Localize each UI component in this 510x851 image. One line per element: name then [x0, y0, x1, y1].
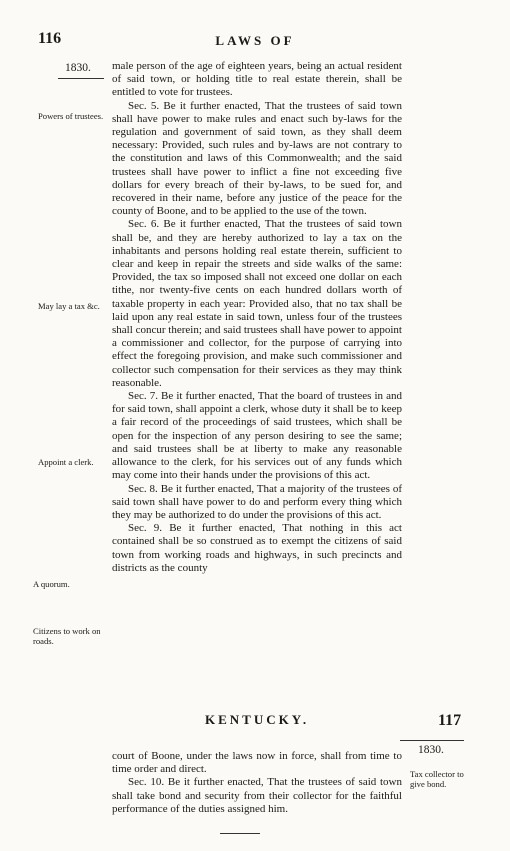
year-label-2: 1830. — [418, 744, 444, 756]
paragraph: male person of the age of eighteen years, being an actual resident of said town, or holding title to real estate therein, shall be entitled to vote for trustees. — [112, 60, 402, 99]
margin-note-powers: Powers of trustees. — [38, 111, 104, 121]
paragraph-sec-5: Sec. 5. Be it further enacted, That the trustees of said town shall have power to make rules and enact such by-laws for the regulation and government of said town, as they shall deem necessary: Provided, such rules and by-laws are not contrary to the constitution and laws of this Commonwealth; and the said trustees shall have power to inflict a fine not exceeding five dollars for every breach of their by-laws, to be sued for, and recovered in their name, before any justice of the peace for the county of Boone, and to be applied to the use of the town. — [112, 99, 402, 218]
running-head-2: KENTUCKY. — [205, 712, 310, 727]
paragraph-sec-9: Sec. 9. Be it further enacted, That nothing in this act contained shall be so construed as to exempt the citizens of said town from working roads and highways, in such precincts and districts as the county — [112, 522, 402, 574]
page-text-bottom — [112, 750, 402, 816]
year-label: 1830. — [65, 62, 91, 74]
margin-note-tax: May lay a tax &c. — [38, 301, 100, 311]
paragraph-sec-6: Sec. 6. Be it further enacted, That the trustees of said town shall be, and they are hereby authorized to lay a tax on the inhabitants and persons holding real estate therein, sufficient to clear and keep in repair the streets and side walks of the same: Provided, the tax so imposed shall not exceed one dollar on each tithe, nor twenty-five cents on each hundred dollars worth of taxable property in each year: Provided also, that no tax shall be laid upon any real estate in said town, unless four of the trustees shall concur therein; and said trustees shall have power to appoint a commissioner and collector, for the purpose of carrying into effect the foregoing provision, and make such commissioner and collector such compensation for their services as they may think reasonable. — [112, 218, 402, 389]
year-rule — [58, 78, 104, 79]
page-number: 116 — [38, 30, 62, 47]
paragraph-sec-8: Sec. 8. Be it further enacted, That a majority of the trustees of said town shall have power to do and perform every thing which they may be authorized to do under the provisions of this act. — [112, 482, 402, 521]
paragraph-sec-10: Sec. 10. Be it further enacted, That the trustees of said town shall take bond and security from their collector for the faithful performance of the duties assigned him. — [112, 776, 402, 815]
paragraph-sec-7: Sec. 7. Be it further enacted, That the board of trustees in and for said town, shall appoint a clerk, whose duty it shall be to keep a fair record of the proceedings of said trustees, which shall be open for the inspection of any person desiring to see the same; and said trustees shall be at liberty to make any reasonable allowance to the clerk, for his services out of any funds which may come into their hands under the provisions of this act. — [112, 390, 402, 482]
year-rule-2 — [400, 740, 464, 741]
margin-note-quorum: A quorum. — [33, 579, 70, 589]
end-rule — [220, 833, 260, 834]
page-text-top — [112, 60, 402, 575]
margin-note-clerk: Appoint a clerk. — [38, 457, 94, 467]
running-head: LAWS OF — [215, 33, 295, 48]
margin-note-citizens: Citizens to work on roads. — [33, 626, 101, 646]
paragraph: court of Boone, under the laws now in force, shall from time to time order and direct. — [112, 750, 402, 776]
margin-note-collector: Tax collector to give bond. — [410, 769, 464, 789]
page-number-2: 117 — [438, 712, 462, 729]
